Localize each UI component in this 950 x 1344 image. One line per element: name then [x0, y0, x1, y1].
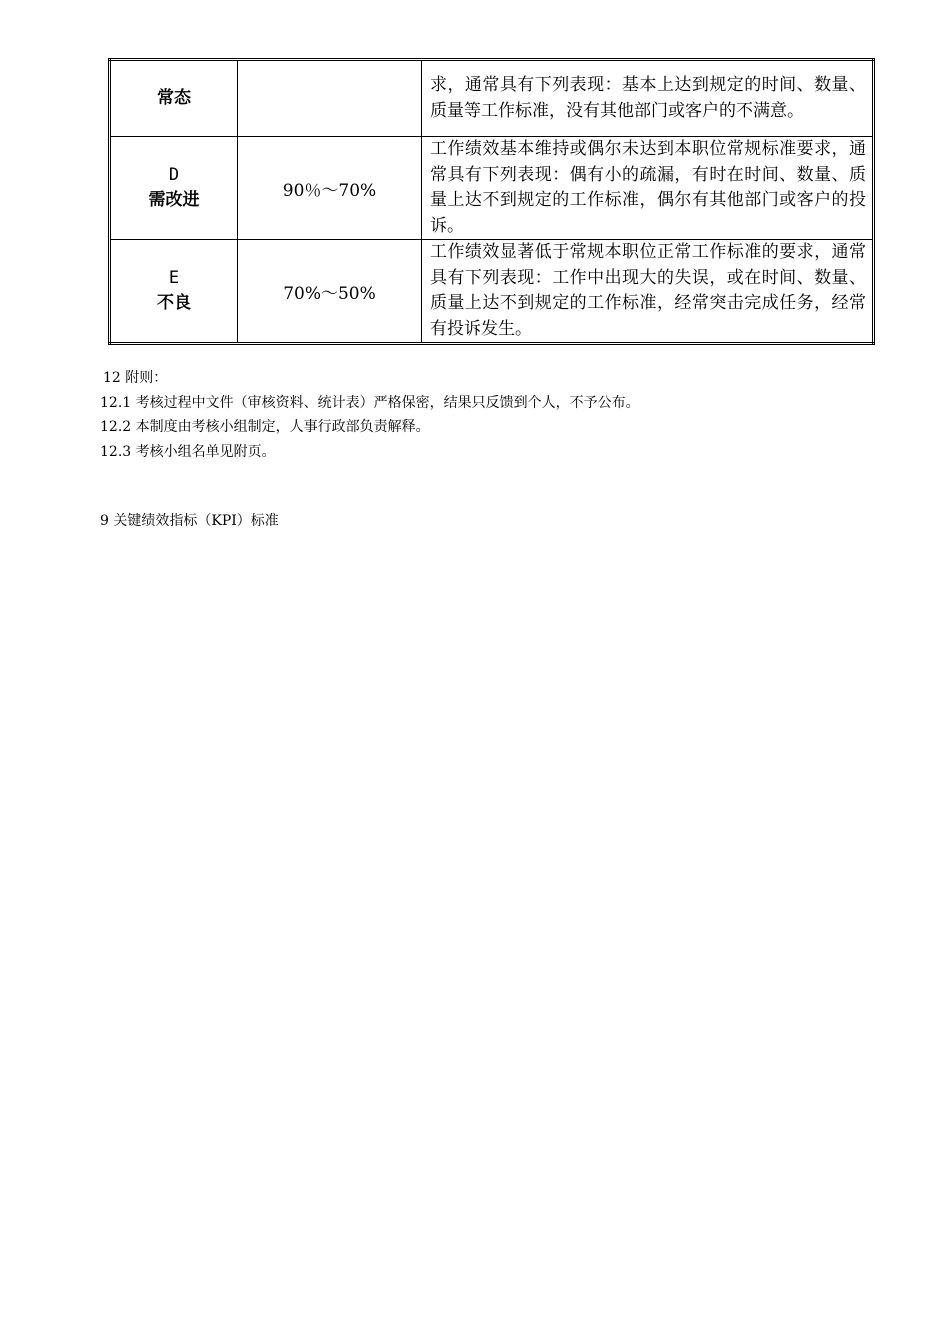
appendix-heading: 12 附则：: [103, 370, 168, 386]
grade-letter: D: [168, 165, 180, 185]
range-cell: [238, 60, 422, 137]
description-cell: 工作绩效显著低于常规本职位正常工作标准的要求，通常具有下列表现：工作中出现大的失误，或在时间、数量、质量上达不到规定的工作标准，经常突击完成任务，经常有投诉发生。: [422, 240, 874, 344]
appendix-item: 12.3 考核小组名单见附页。: [100, 443, 276, 460]
range-cell: 70%～50%: [238, 240, 422, 344]
grade-name: 常态: [157, 88, 191, 108]
appendix-section: [100, 366, 640, 464]
appendix-item: 12.1 考核过程中文件（审核资料、统计表）严格保密，结果只反馈到个人，不予公布。: [100, 394, 640, 411]
kpi-section-title: 9 关键绩效指标（KPI）标准: [100, 513, 279, 529]
grade-table: [108, 58, 875, 345]
table-row: [110, 240, 874, 344]
grade-cell: [110, 240, 238, 344]
grade-name: 需改进: [148, 190, 200, 210]
grade-cell: [110, 60, 238, 137]
description-cell: 求，通常具有下列表现：基本上达到规定的时间、数量、质量等工作标准，没有其他部门或客户的不满意。: [422, 60, 874, 137]
grade-name: 不良: [157, 293, 191, 313]
grade-cell: [110, 137, 238, 240]
table-row: [110, 60, 874, 137]
grade-letter: E: [168, 268, 180, 288]
appendix-item: 12.2 本制度由考核小组制定，人事行政部负责解释。: [100, 419, 430, 435]
description-cell: 工作绩效基本维持或偶尔未达到本职位常规标准要求，通常具有下列表现：偶有小的疏漏，有时在时间、数量、质量上达不到规定的工作标准，偶尔有其他部门或客户的投诉。: [422, 137, 874, 240]
range-cell: 90％～70%: [238, 137, 422, 240]
table-row: [110, 137, 874, 240]
